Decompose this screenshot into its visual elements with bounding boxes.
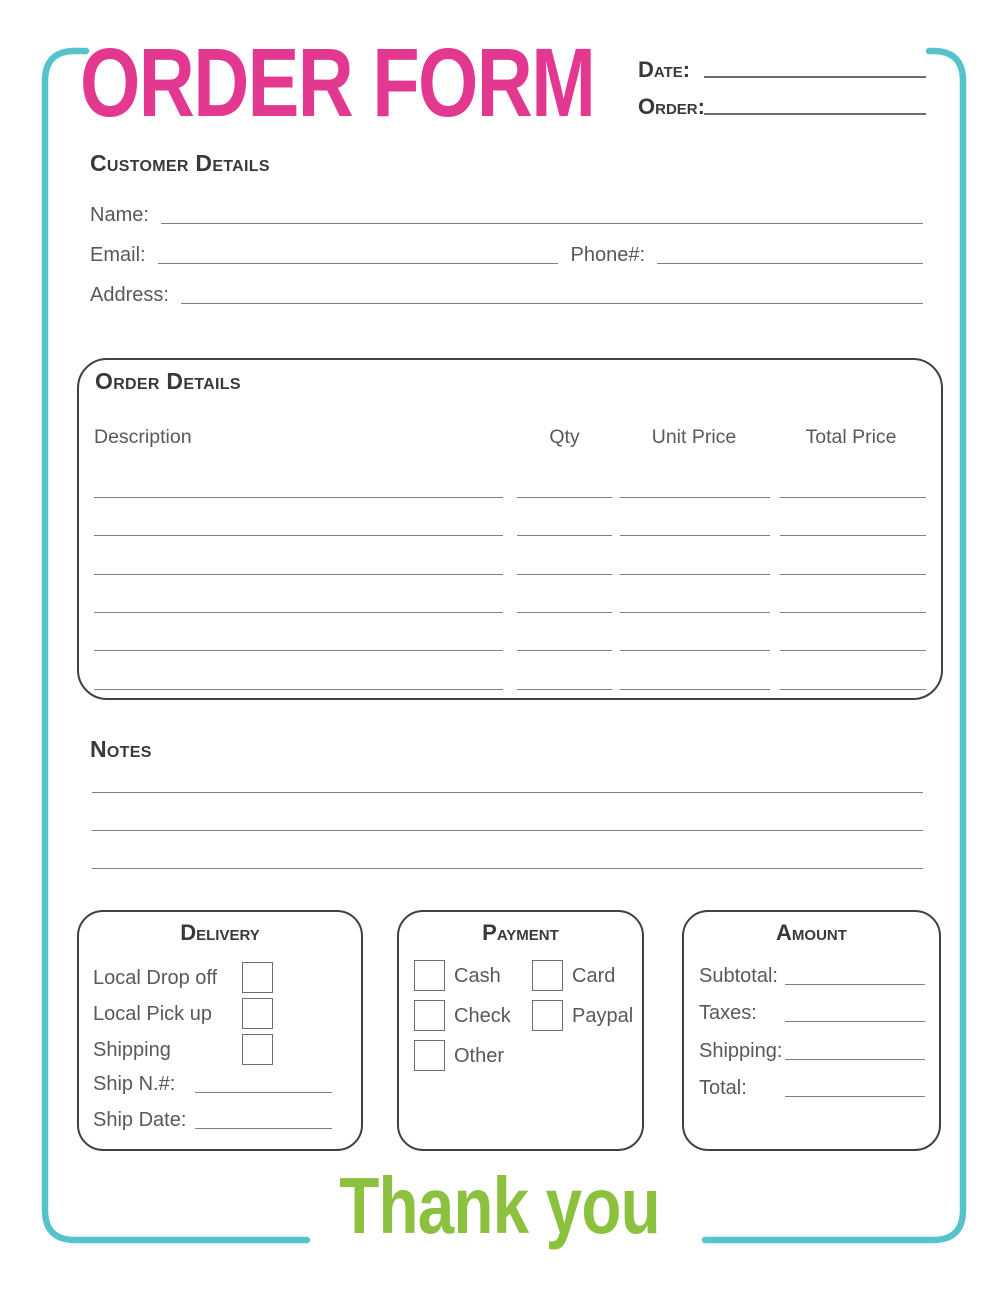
local-pick-up-checkbox[interactable] — [242, 998, 273, 1029]
amount-card — [682, 910, 941, 1151]
shipping-cost-field-row — [699, 1039, 925, 1063]
qty-input-line[interactable] — [517, 535, 612, 536]
column-header-qty: Qty — [549, 426, 580, 448]
payment-card — [397, 910, 644, 1151]
ship-number-label: Ship N.#: — [93, 1073, 176, 1095]
payment-heading: Payment — [482, 920, 559, 945]
cash-checkbox[interactable] — [414, 960, 445, 991]
card-checkbox[interactable] — [532, 960, 563, 991]
shipping-checkbox[interactable] — [242, 1034, 273, 1065]
delivery-card — [77, 910, 363, 1151]
total-price-input-line[interactable] — [780, 497, 926, 498]
qty-input-line[interactable] — [517, 650, 612, 651]
taxes-input-line[interactable] — [785, 1021, 925, 1022]
column-header-description: Description — [94, 426, 192, 448]
order-details-heading: Order Details — [95, 368, 241, 394]
total-input-line[interactable] — [785, 1096, 925, 1097]
payment-option-check — [414, 1000, 511, 1031]
shipping-cost-label: Shipping: — [699, 1040, 783, 1062]
payment-option-other — [414, 1040, 504, 1071]
delivery-heading: Delivery — [180, 920, 260, 945]
order-details-box — [77, 358, 943, 700]
page-title: ORDER FORM — [80, 28, 595, 137]
shipping-label: Shipping — [93, 1038, 171, 1061]
description-input-line[interactable] — [94, 497, 503, 498]
total-label: Total: — [699, 1077, 747, 1099]
delivery-option-shipping — [93, 1034, 273, 1065]
order-number-label: Order: — [638, 94, 705, 119]
address-label: Address: — [90, 284, 169, 306]
other-checkbox[interactable] — [414, 1040, 445, 1071]
order-number-field-row — [638, 95, 926, 119]
local-drop-off-checkbox[interactable] — [242, 962, 273, 993]
taxes-label: Taxes: — [699, 1002, 757, 1024]
delivery-option-local-pick-up — [93, 998, 273, 1029]
order-number-input-line[interactable] — [704, 113, 926, 115]
subtotal-input-line[interactable] — [785, 984, 925, 985]
card-label: Card — [572, 964, 616, 987]
email-phone-field-row — [90, 243, 923, 267]
delivery-option-local-drop-off — [93, 962, 273, 993]
phone-label: Phone#: — [570, 244, 645, 266]
total-field-row — [699, 1076, 925, 1100]
email-label: Email: — [90, 244, 146, 266]
taxes-field-row — [699, 1001, 925, 1025]
date-input-line[interactable] — [704, 76, 926, 78]
local-pick-up-label: Local Pick up — [93, 1002, 212, 1025]
total-price-input-line[interactable] — [780, 689, 926, 690]
total-price-input-line[interactable] — [780, 650, 926, 651]
payment-option-cash — [414, 960, 501, 991]
unit-price-input-line[interactable] — [620, 497, 770, 498]
address-field-row — [90, 283, 923, 307]
unit-price-input-line[interactable] — [620, 650, 770, 651]
customer-details-heading: Customer Details — [90, 150, 270, 176]
description-input-line[interactable] — [94, 574, 503, 575]
qty-input-line[interactable] — [517, 689, 612, 690]
name-field-row — [90, 203, 923, 227]
header-fields — [638, 58, 926, 132]
check-label: Check — [454, 1004, 511, 1027]
notes-input-line[interactable] — [92, 830, 923, 831]
total-price-input-line[interactable] — [780, 612, 926, 613]
unit-price-input-line[interactable] — [620, 535, 770, 536]
name-label: Name: — [90, 204, 149, 226]
ship-number-field-row — [93, 1072, 332, 1096]
address-input-line[interactable] — [181, 303, 923, 304]
paypal-label: Paypal — [572, 1004, 634, 1027]
unit-price-input-line[interactable] — [620, 612, 770, 613]
total-price-input-line[interactable] — [780, 535, 926, 536]
local-drop-off-label: Local Drop off — [93, 966, 218, 989]
subtotal-label: Subtotal: — [699, 965, 778, 987]
shipping-cost-input-line[interactable] — [785, 1059, 925, 1060]
unit-price-input-line[interactable] — [620, 689, 770, 690]
ship-date-input-line[interactable] — [195, 1128, 332, 1129]
ship-date-label: Ship Date: — [93, 1109, 187, 1131]
paypal-checkbox[interactable] — [532, 1000, 563, 1031]
description-input-line[interactable] — [94, 612, 503, 613]
column-header-total-price: Total Price — [805, 426, 897, 448]
qty-input-line[interactable] — [517, 612, 612, 613]
thank-you-text: Thank you — [339, 1161, 661, 1250]
subtotal-field-row — [699, 964, 925, 988]
ship-date-field-row — [93, 1108, 332, 1132]
payment-option-card — [532, 960, 615, 991]
amount-heading: Amount — [776, 920, 847, 945]
other-label: Other — [454, 1044, 505, 1067]
phone-input-line[interactable] — [657, 263, 923, 264]
notes-heading: Notes — [90, 736, 152, 762]
payment-option-paypal — [532, 1000, 633, 1031]
ship-number-input-line[interactable] — [195, 1092, 332, 1093]
date-field-row — [638, 58, 926, 82]
check-checkbox[interactable] — [414, 1000, 445, 1031]
unit-price-input-line[interactable] — [620, 574, 770, 575]
column-header-unit-price: Unit Price — [651, 426, 737, 448]
description-input-line[interactable] — [94, 650, 503, 651]
total-price-input-line[interactable] — [780, 574, 926, 575]
name-input-line[interactable] — [161, 223, 923, 224]
description-input-line[interactable] — [94, 535, 503, 536]
qty-input-line[interactable] — [517, 497, 612, 498]
qty-input-line[interactable] — [517, 574, 612, 575]
notes-input-line[interactable] — [92, 868, 923, 869]
description-input-line[interactable] — [94, 689, 503, 690]
footer — [0, 1161, 1000, 1250]
date-label: Date: — [638, 57, 691, 82]
email-input-line[interactable] — [158, 263, 559, 264]
cash-label: Cash — [454, 964, 501, 987]
notes-input-line[interactable] — [92, 792, 923, 793]
